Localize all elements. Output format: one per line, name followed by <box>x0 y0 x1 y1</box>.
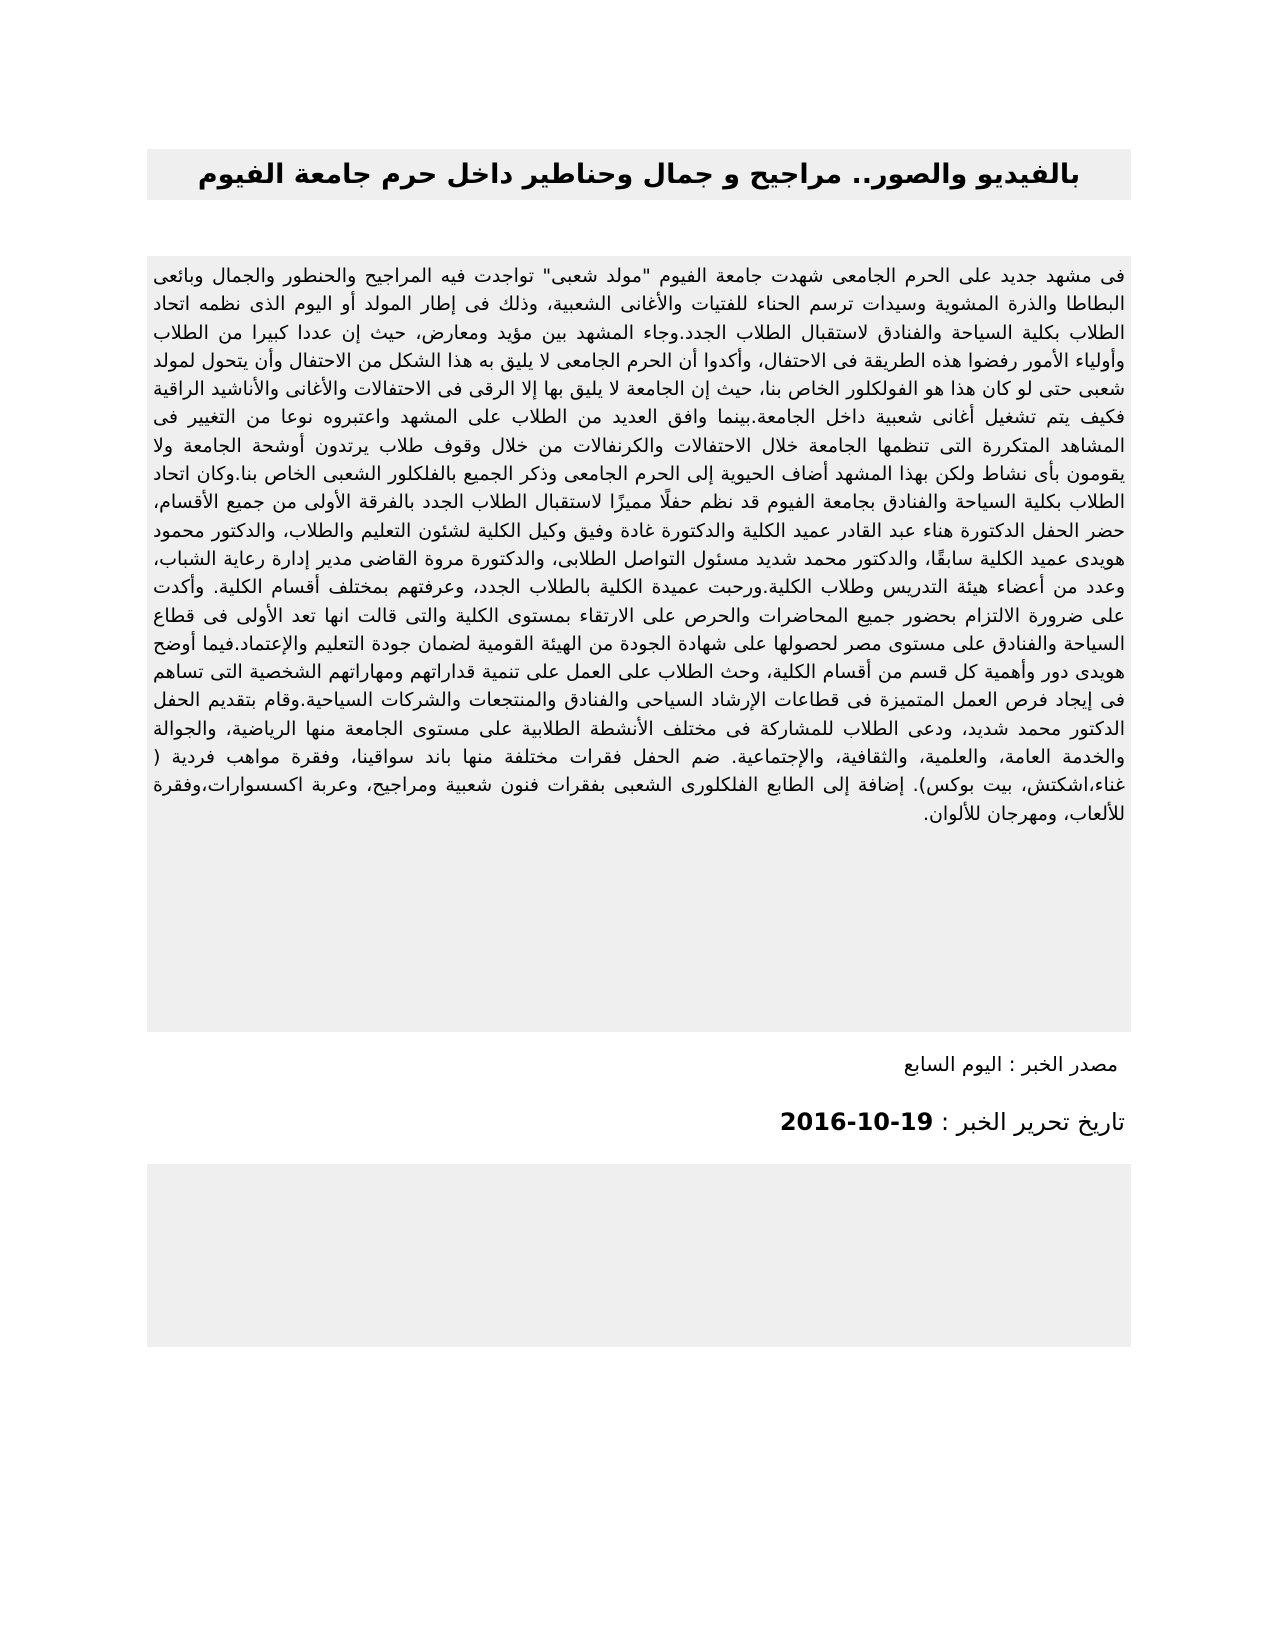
article-title: بالفيديو والصور.. مراجيح و جمال وحناطير داخل حرم جامعة الفيوم <box>197 159 1081 190</box>
media-placeholder <box>147 1164 1131 1347</box>
title-band <box>147 149 1131 200</box>
publish-date <box>780 1108 1125 1136</box>
publish-date-value: 2016-10-19 <box>779 1108 934 1136</box>
news-source-value: اليوم السابع <box>903 1052 1003 1076</box>
article-body: فى مشهد جديد على الحرم الجامعى شهدت جامعة الفيوم "مولد شعبى" تواجدت فيه المراجيح والحنطور والجمال وبائعى البطاطا والذرة المشوية وسيدات ترسم الحناء للفتيات والأغانى الشعبية، وذلك فى إطار المولد أو اليوم الذى نظمه اتحاد الطلاب بكلية السياحة والفنادق لاستقبال الطلاب الجدد.وجاء المشهد بين مؤيد ومعارض، حيث إن عددا كبيرا من الطلاب وأولياء الأمور رفضوا هذه الطريقة فى الاحتفال، وأكدوا أن الحرم الجامعى لا يليق به هذا الشكل من الاحتفال وأن يتحول لمولد شعبى حتى لو كان هذا هو الفولكلور الخاص بنا، حيث إن الجامعة لا يليق بها إلا الرقى فى الاحتفالات والأغانى والأناشيد الراقية فكيف يتم تشغيل أغانى شعبية داخل الجامعة.بينما وافق العديد من الطلاب على المشهد واعتبروه نوعا من التغيير فى المشاهد المتكررة التى تنظمها الجامعة خلال الاحتفالات والكرنفالات من خلال وقوف طلاب يرتدون أوشحة الجامعة ولا يقومون بأى نشاط ولكن بهذا المشهد أضاف الحيوية إلى الحرم الجامعى وذكر الجميع بالفلكلور الشعبى الخاص بنا.وكان اتحاد الطلاب بكلية السياحة والفنادق بجامعة الفيوم قد نظم حفلًا مميزًا لاستقبال الطلاب الجدد بالفرقة الأولى من جميع الأقسام، حضر الحفل الدكتورة هناء عبد القادر عميد الكلية والدكتورة غادة وفيق وكيل الكلية لشئون التعليم والطلاب، والدكتور محمود هويدى عميد الكلية سابقًا، والدكتور محمد شديد مسئول التواصل الطلابى، والدكتورة مروة القاضى مدير إدارة رعاية الشباب، وعدد من أعضاء هيئة التدريس وطلاب الكلية.ورحبت عميدة الكلية بالطلاب الجدد، وعرفتهم بمختلف أقسام الكلية. وأكدت على ضرورة الالتزام بحضور جميع المحاضرات والحرص على الارتقاء بمستوى الكلية والتى قالت انها تعد الأولى فى قطاع السياحة والفنادق على مستوى مصر لحصولها على شهادة الجودة من الهيئة القومية لضمان جودة التعليم والإعتماد.فيما أوضح هويدى دور وأهمية كل قسم من أقسام الكلية، وحث الطلاب على العمل على تنمية قداراتهم ومهاراتهم الشخصية التى تساهم فى إيجاد فرص العمل المتميزة فى قطاعات الإرشاد السياحى والفنادق والمنتجعات والشركات السياحية.وقام بتقديم الحفل الدكتور محمد شديد، ودعى الطلاب للمشاركة فى مختلف الأنشطة الطلابية على مستوى الجامعة منها الرياضية، والجوالة والخدمة العامة، والعلمية، والثقافية، والإجتماعية. ضم الحفل فقرات مختلفة منها باند سواقينا، وفقرة مواهب فردية ( غناء،اشكتش، بيت بوكس). إضافة إلى الطابع الفلكلورى الشعبى بفقرات فنون شعبية ومراجيح، وعربة اكسسوارات،وفقرة للألعاب، ومهرجان للألوان. <box>153 265 1125 825</box>
publish-date-label: تاريخ تحرير الخبر : <box>940 1108 1125 1136</box>
news-source <box>904 1052 1118 1076</box>
news-source-label: مصدر الخبر : <box>1008 1052 1118 1076</box>
